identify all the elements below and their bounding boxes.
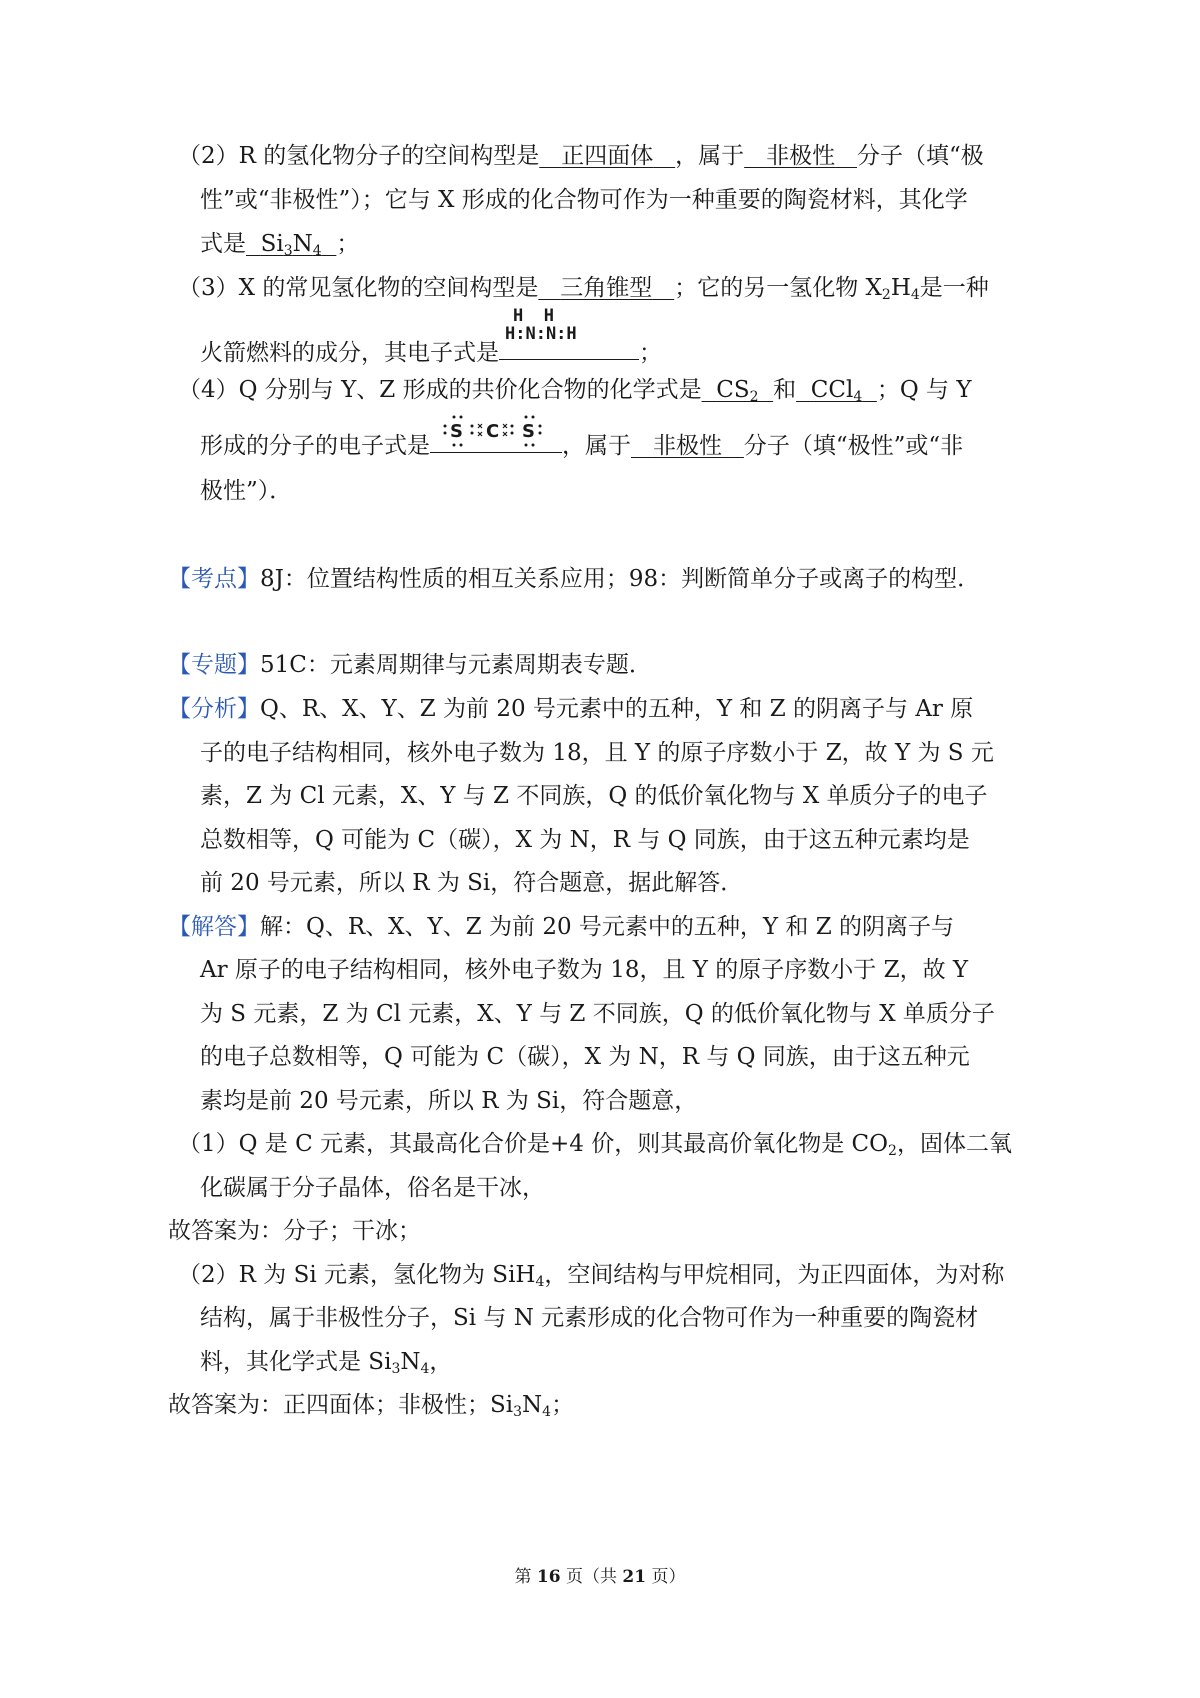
- jieda-line: 的电子总数相等，Q 可能为 C（碳），X 为 N，R 与 Q 同族，由于这五种元: [200, 1044, 970, 1070]
- carbon-atom: C: [486, 421, 500, 442]
- jieda-line: 为 S 元素，Z 为 Cl 元素，X、Y 与 Z 不同族，Q 的低价氧化物与 X 单质分子: [200, 1001, 995, 1027]
- answer2-line1: （2）R 为 Si 元素，氢化物为 SiH$_4$，空间结构与甲烷相同，为正四面体，为对称: [178, 1262, 1005, 1290]
- q4-line2: 形成的分子的电子式是 S C S ，属于 非极性 分子（填“极性”或“非: [200, 430, 963, 461]
- answer2-line3: 料，其化学式是 $Si_3N_4$，: [200, 1349, 453, 1377]
- fenxi-line: 素，Z 为 Cl 元素，X、Y 与 Z 不同族，Q 的低价氧化物与 X 单质分子的电子: [200, 783, 988, 809]
- jieda-line: Ar 原子的电子结构相同，核外电子数为 18，且 Y 的原子序数小于 Z，故 Y: [200, 957, 969, 983]
- kaodian-section: 【考点】8J：位置结构性质的相互关系应用；98：判断简单分子或离子的构型．: [168, 566, 981, 592]
- sulfur-atom-right: S: [522, 421, 535, 442]
- fenxi-line: 前 20 号元素，所以 R 为 Si，符合题意，据此解答．: [200, 870, 744, 896]
- answer-blank: $Si_3N_4$: [260, 231, 322, 259]
- jieda-line: 素均是前 20 号元素，所以 R 为 Si，符合题意，: [200, 1088, 698, 1114]
- answer-blank: 三角锥型: [560, 275, 653, 301]
- zhuanti-tag: 【专题】: [168, 652, 260, 678]
- answer-blank: 正四面体: [561, 143, 654, 169]
- current-page-number: 16: [536, 1567, 561, 1587]
- answer2-result: 故答案为：正四面体；非极性；$Si_3N_4$；: [168, 1392, 575, 1420]
- answer-blank: 非极性: [766, 143, 836, 169]
- q4-line3: 极性”）．: [200, 478, 293, 504]
- jieda-tag: 【解答】: [168, 914, 260, 940]
- q3-line2: 火箭燃料的成分，其电子式是 H H H:N:N:H ；: [200, 306, 662, 366]
- answer2-line2: 结构，属于非极性分子，Si 与 N 元素形成的化合物可作为一种重要的陶瓷材: [200, 1305, 979, 1331]
- page-footer: 第 16 页（共 21 页）: [514, 1567, 686, 1587]
- hydrazine-electron-formula: H H H:N:N:H: [499, 337, 639, 360]
- q2-line2: 性”或“非极性”）；它与 X 形成的化合物可作为一种重要的陶瓷材料，其化学: [200, 187, 968, 213]
- q3-line1: （3）X 的常见氢化物的空间构型是 三角锥型 ；它的另一氢化物 $X_2H_4$是一种: [178, 275, 989, 303]
- jieda-line: 【解答】解：Q、R、X、Y、Z 为前 20 号元素中的五种，Y 和 Z 的阴离子与: [168, 914, 955, 940]
- answer1-result: 故答案为：分子；干冰；: [168, 1218, 421, 1244]
- answer1-line1: （1）Q 是 C 元素，其最高化合价是+4 价，则其最高价氧化物是 $CO_2$，固体二氧: [178, 1131, 1012, 1159]
- cs2-electron-formula: [430, 421, 562, 453]
- q2-line1: （2）R 的氢化物分子的空间构型是 正四面体 ，属于 非极性 分子（填“极: [178, 143, 984, 169]
- answer1-line2: 化碳属于分子晶体，俗名是干冰，: [200, 1175, 545, 1201]
- fenxi-line: 【分析】Q、R、X、Y、Z 为前 20 号元素中的五种，Y 和 Z 的阴离子与 Ar 原: [168, 696, 974, 722]
- total-pages: 21: [622, 1567, 647, 1587]
- answer-blank: 非极性: [652, 433, 722, 459]
- fenxi-line: 子的电子结构相同，核外电子数为 18，且 Y 的原子序数小于 Z，故 Y 为 S 元: [200, 740, 994, 766]
- answer-blank: CCl$_4$: [810, 377, 863, 405]
- kaodian-tag: 【考点】: [168, 566, 260, 592]
- answer-blank: $CS_2$: [716, 377, 759, 405]
- fenxi-tag: 【分析】: [168, 696, 260, 722]
- zhuanti-section: 【专题】51C：元素周期律与元素周期表专题．: [168, 652, 652, 678]
- sulfur-atom-left: S: [450, 421, 463, 442]
- q4-line1: （4）Q 分别与 Y、Z 形成的共价化合物的化学式是 $CS_2$ 和 CCl$_4$ ；Q 与 Y: [178, 377, 972, 405]
- fenxi-line: 总数相等，Q 可能为 C（碳），X 为 N，R 与 Q 同族，由于这五种元素均是: [200, 827, 970, 853]
- cs2-structure-diagram: [442, 412, 542, 452]
- q2-line3: 式是 $Si_3N_4$ ；: [200, 231, 360, 259]
